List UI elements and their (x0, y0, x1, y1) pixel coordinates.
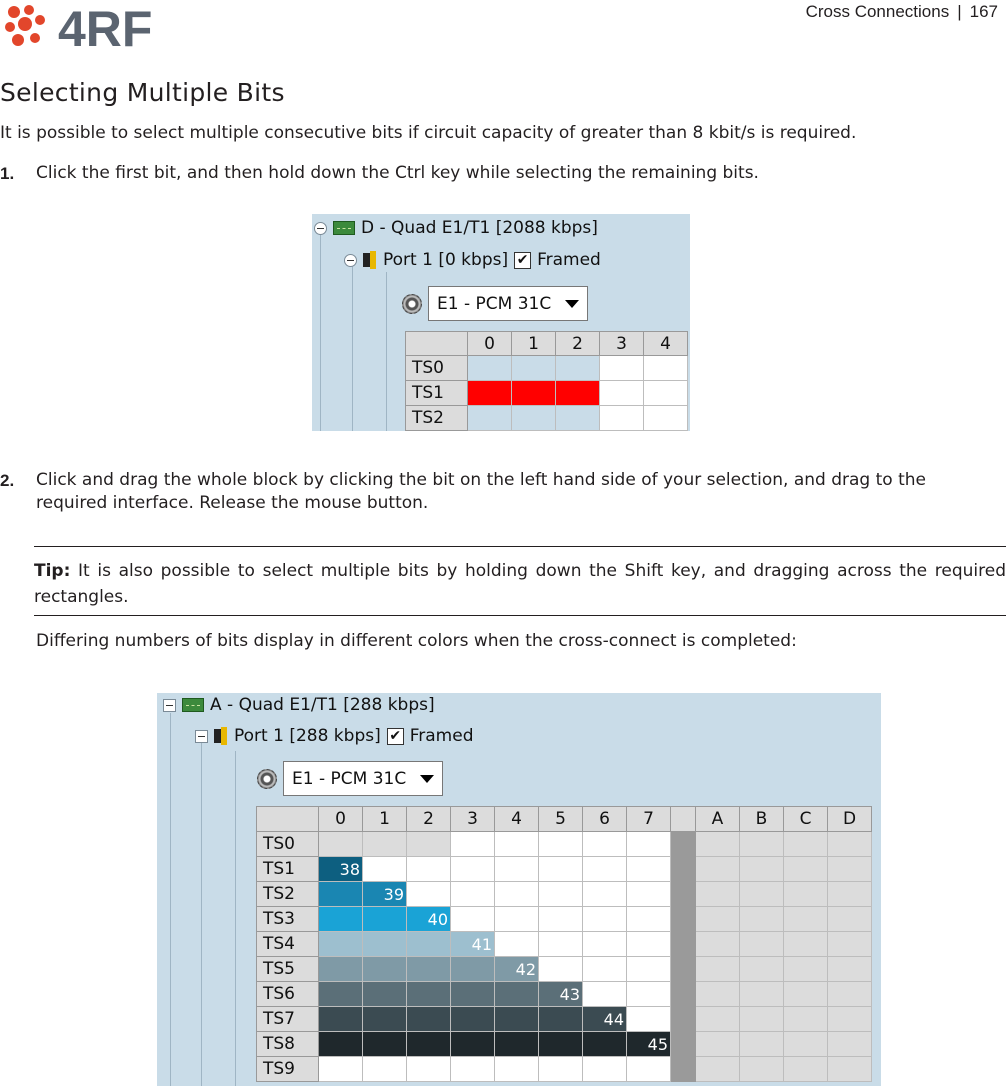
bit-selection-screenshot (312, 214, 690, 431)
signal-cell (696, 1032, 740, 1057)
page-header (806, 2, 998, 22)
timeslot-row (257, 982, 872, 1007)
connected-bit-cell[interactable] (319, 1007, 363, 1032)
bit-cell[interactable] (556, 406, 600, 431)
collapse-icon[interactable] (195, 730, 208, 743)
tip-label: Tip: (34, 561, 71, 581)
signal-cell (740, 1032, 784, 1057)
bit-cell[interactable] (627, 1007, 671, 1032)
signal-cell (828, 1032, 872, 1057)
tip-box (34, 546, 1006, 616)
bit-column-header: 2 (556, 332, 600, 356)
signal-cell (740, 1007, 784, 1032)
signal-cell (784, 857, 828, 882)
port-row[interactable] (344, 250, 607, 270)
mode-value: E1 - PCM 31C (437, 293, 552, 314)
timeslot-label: TS1 (257, 857, 319, 882)
timeslot-label: TS2 (406, 406, 468, 431)
bit-cell[interactable] (407, 882, 451, 907)
signal-cell (784, 1032, 828, 1057)
timeslot-row (406, 406, 688, 431)
bit-cell[interactable] (407, 857, 451, 882)
bit-cell[interactable] (539, 932, 583, 957)
colors-note: Differing numbers of bits display in different colors when the cross-connect is completed: (36, 631, 797, 651)
connected-bit-cell[interactable] (539, 1007, 583, 1032)
timeslot-row (257, 857, 872, 882)
bit-cell[interactable] (600, 381, 644, 406)
signal-cell (740, 1057, 784, 1082)
bit-cell[interactable] (468, 356, 512, 381)
connected-bit-cell[interactable] (407, 932, 451, 957)
bit-cell[interactable] (407, 1057, 451, 1082)
bit-column-header: 7 (627, 807, 671, 832)
signal-column-header: B (740, 807, 784, 832)
bit-cell[interactable] (319, 832, 363, 857)
selected-bit-cell[interactable] (556, 381, 600, 406)
timeslot-label: TS0 (406, 356, 468, 381)
signal-cell (696, 1057, 740, 1082)
bit-cell[interactable] (644, 406, 688, 431)
bit-grid (256, 806, 872, 1082)
logo-text: 4RF (58, 2, 153, 50)
bit-cell[interactable] (627, 882, 671, 907)
signal-cell (828, 982, 872, 1007)
connection-id-label[interactable]: 38 (319, 857, 363, 882)
bit-cell[interactable] (539, 882, 583, 907)
signal-cell (784, 957, 828, 982)
bit-cell[interactable] (363, 832, 407, 857)
bit-cell[interactable] (539, 832, 583, 857)
signal-cell (696, 932, 740, 957)
connected-bit-cell[interactable] (319, 907, 363, 932)
section-heading: Selecting Multiple Bits (0, 78, 285, 107)
column-divider (671, 982, 696, 1007)
timeslot-row (406, 381, 688, 406)
bit-cell[interactable] (539, 907, 583, 932)
bit-column-header: 0 (468, 332, 512, 356)
connected-bit-cell[interactable] (583, 1032, 627, 1057)
connected-bit-cell[interactable] (407, 957, 451, 982)
signal-cell (828, 832, 872, 857)
step-number: 2. (0, 471, 15, 490)
column-divider (671, 857, 696, 882)
connected-bit-cell[interactable] (319, 982, 363, 1007)
bit-cell[interactable] (407, 832, 451, 857)
signal-cell (784, 882, 828, 907)
bit-cell[interactable] (583, 907, 627, 932)
selected-bit-cell[interactable] (468, 381, 512, 406)
bit-cell[interactable] (583, 932, 627, 957)
bit-cell[interactable] (363, 1057, 407, 1082)
bit-column-header: 5 (539, 807, 583, 832)
connection-id-label[interactable]: 41 (451, 932, 495, 957)
module-label: D - Quad E1/T1 [2088 kbps] (361, 218, 598, 238)
connection-id-label[interactable]: 39 (363, 882, 407, 907)
connected-bit-cell[interactable] (451, 1032, 495, 1057)
step-2 (0, 469, 1006, 517)
grid-corner (406, 332, 468, 356)
step-number: 1. (0, 164, 15, 183)
bit-cell[interactable] (583, 957, 627, 982)
timeslot-row (257, 907, 872, 932)
bit-cell[interactable] (644, 381, 688, 406)
connected-bit-cell[interactable] (495, 1007, 539, 1032)
bit-cell[interactable] (556, 356, 600, 381)
column-divider (671, 932, 696, 957)
timeslot-label: TS8 (257, 1032, 319, 1057)
bit-cell[interactable] (627, 907, 671, 932)
timeslot-label: TS0 (257, 832, 319, 857)
timeslot-row (257, 1032, 872, 1057)
bit-cell[interactable] (644, 356, 688, 381)
timeslot-label: TS5 (257, 957, 319, 982)
bit-cell[interactable] (451, 857, 495, 882)
signal-cell (784, 932, 828, 957)
timeslot-row (257, 957, 872, 982)
signal-cell (696, 907, 740, 932)
collapse-icon[interactable] (163, 699, 176, 712)
settings-gear-icon[interactable] (257, 769, 277, 789)
timeslot-row (257, 1007, 872, 1032)
signal-cell (784, 982, 828, 1007)
column-divider (671, 957, 696, 982)
port-icon (214, 727, 228, 745)
signal-cell (740, 907, 784, 932)
cross-connect-colors-screenshot (157, 693, 881, 1086)
connected-bit-cell[interactable] (495, 1032, 539, 1057)
bit-cell[interactable] (627, 1057, 671, 1082)
framed-checkbox[interactable]: ✔ (387, 728, 404, 745)
connected-bit-cell[interactable] (363, 1032, 407, 1057)
bit-column-header: 1 (512, 332, 556, 356)
bit-column-header: 1 (363, 807, 407, 832)
signal-cell (740, 832, 784, 857)
port-label: Port 1 [288 kbps] (234, 726, 381, 746)
bit-cell[interactable] (512, 406, 556, 431)
timeslot-row (406, 356, 688, 381)
connected-bit-cell[interactable] (319, 932, 363, 957)
selected-bit-cell[interactable] (512, 381, 556, 406)
mode-value: E1 - PCM 31C (292, 768, 407, 789)
column-divider (671, 907, 696, 932)
module-label: A - Quad E1/T1 [288 kbps] (210, 695, 435, 715)
bit-cell[interactable] (495, 857, 539, 882)
module-card-icon (182, 698, 204, 712)
bit-cell[interactable] (583, 832, 627, 857)
connected-bit-cell[interactable] (451, 982, 495, 1007)
signal-cell (696, 1007, 740, 1032)
signal-cell (828, 907, 872, 932)
bit-cell[interactable] (627, 832, 671, 857)
connected-bit-cell[interactable] (495, 982, 539, 1007)
intro-paragraph: It is possible to select multiple consecutive bits if circuit capacity of greater than 8 kbit/s is required. (0, 123, 857, 143)
signal-column-header: A (696, 807, 740, 832)
bit-cell[interactable] (539, 957, 583, 982)
bit-cell[interactable] (451, 907, 495, 932)
signal-cell (696, 957, 740, 982)
page-number: 167 (969, 2, 998, 21)
bit-cell[interactable] (512, 356, 556, 381)
signal-cell (740, 882, 784, 907)
connection-id-label[interactable]: 42 (495, 957, 539, 982)
signal-cell (784, 1057, 828, 1082)
timeslot-row (257, 1057, 872, 1082)
connection-id-label[interactable]: 40 (407, 907, 451, 932)
bit-column-header: 4 (644, 332, 688, 356)
connected-bit-cell[interactable] (539, 1032, 583, 1057)
4rf-logo (2, 2, 184, 50)
mode-dropdown[interactable] (283, 761, 443, 796)
bit-column-header: 0 (319, 807, 363, 832)
bit-cell[interactable] (583, 882, 627, 907)
bit-cell[interactable] (451, 1057, 495, 1082)
timeslot-row (257, 932, 872, 957)
timeslot-row (257, 832, 872, 857)
section-title: Cross Connections (805, 2, 950, 21)
timeslot-label: TS9 (257, 1057, 319, 1082)
connected-bit-cell[interactable] (407, 1032, 451, 1057)
port-icon (363, 251, 377, 269)
signal-cell (828, 857, 872, 882)
signal-column-header: D (828, 807, 872, 832)
bit-cell[interactable] (495, 932, 539, 957)
bit-cell[interactable] (627, 982, 671, 1007)
column-divider (671, 807, 696, 832)
connected-bit-cell[interactable] (407, 1007, 451, 1032)
connected-bit-cell[interactable] (451, 957, 495, 982)
module-card-icon (333, 221, 355, 235)
connection-id-label[interactable]: 45 (627, 1032, 671, 1057)
signal-cell (784, 1007, 828, 1032)
signal-cell (740, 932, 784, 957)
signal-column-header: C (784, 807, 828, 832)
bit-cell[interactable] (451, 832, 495, 857)
signal-cell (740, 857, 784, 882)
bit-cell[interactable] (627, 857, 671, 882)
module-row[interactable] (163, 695, 441, 715)
chevron-down-icon (420, 775, 434, 783)
connected-bit-cell[interactable] (363, 907, 407, 932)
signal-cell (784, 832, 828, 857)
signal-cell (828, 882, 872, 907)
bit-cell[interactable] (539, 1057, 583, 1082)
column-divider (671, 882, 696, 907)
port-row[interactable] (195, 726, 480, 746)
module-row[interactable] (314, 218, 604, 238)
bit-cell[interactable] (583, 982, 627, 1007)
signal-cell (828, 1057, 872, 1082)
bit-cell[interactable] (627, 957, 671, 982)
bit-cell[interactable] (451, 882, 495, 907)
column-divider (671, 1007, 696, 1032)
chevron-down-icon (565, 300, 579, 308)
bit-cell[interactable] (583, 1057, 627, 1082)
connection-id-label[interactable]: 44 (583, 1007, 627, 1032)
timeslot-label: TS6 (257, 982, 319, 1007)
bit-cell[interactable] (539, 857, 583, 882)
column-divider (671, 1057, 696, 1082)
bit-column-header: 4 (495, 807, 539, 832)
grid-corner (257, 807, 319, 832)
bit-cell[interactable] (627, 932, 671, 957)
timeslot-label: TS1 (406, 381, 468, 406)
connected-bit-cell[interactable] (363, 1007, 407, 1032)
bit-cell[interactable] (600, 406, 644, 431)
collapse-icon[interactable] (344, 254, 357, 267)
bit-cell[interactable] (495, 907, 539, 932)
framed-label: Framed (537, 250, 601, 270)
connected-bit-cell[interactable] (363, 932, 407, 957)
framed-checkbox[interactable]: ✔ (514, 252, 531, 269)
connection-id-label[interactable]: 43 (539, 982, 583, 1007)
bit-cell[interactable] (583, 857, 627, 882)
connected-bit-cell[interactable] (363, 957, 407, 982)
signal-cell (784, 907, 828, 932)
bit-column-header: 3 (600, 332, 644, 356)
step-text: Click the first bit, and then hold down the Ctrl key while selecting the remaining bits. (36, 163, 759, 183)
connected-bit-cell[interactable] (407, 982, 451, 1007)
connected-bit-cell[interactable] (319, 882, 363, 907)
signal-cell (696, 982, 740, 1007)
signal-cell (740, 957, 784, 982)
signal-cell (828, 1007, 872, 1032)
timeslot-label: TS3 (257, 907, 319, 932)
bit-cell[interactable] (495, 1057, 539, 1082)
timeslot-row (257, 882, 872, 907)
connected-bit-cell[interactable] (319, 957, 363, 982)
bit-column-header: 6 (583, 807, 627, 832)
signal-cell (740, 982, 784, 1007)
bit-cell[interactable] (495, 832, 539, 857)
connected-bit-cell[interactable] (451, 1007, 495, 1032)
mode-row (257, 761, 449, 796)
column-divider (671, 1032, 696, 1057)
bit-column-header: 3 (451, 807, 495, 832)
bit-grid (405, 331, 688, 431)
column-divider (671, 832, 696, 857)
signal-cell (828, 957, 872, 982)
timeslot-label: TS4 (257, 932, 319, 957)
signal-cell (696, 832, 740, 857)
header-separator: | (957, 2, 962, 21)
bit-column-header: 2 (407, 807, 451, 832)
connected-bit-cell[interactable] (319, 1032, 363, 1057)
signal-cell (696, 882, 740, 907)
timeslot-label: TS2 (257, 882, 319, 907)
bit-cell[interactable] (363, 857, 407, 882)
signal-cell (828, 932, 872, 957)
bit-cell[interactable] (319, 1057, 363, 1082)
bit-cell[interactable] (468, 406, 512, 431)
signal-cell (696, 857, 740, 882)
connected-bit-cell[interactable] (363, 982, 407, 1007)
bit-cell[interactable] (600, 356, 644, 381)
step-text: Click and drag the whole block by clicking the bit on the left hand side of your selection, and drag to the required interface. Release the mouse button. (36, 470, 926, 513)
mode-row (402, 286, 594, 321)
port-label: Port 1 [0 kbps] (383, 250, 509, 270)
framed-label: Framed (409, 726, 474, 746)
settings-gear-icon[interactable] (402, 294, 422, 314)
collapse-icon[interactable] (314, 222, 327, 235)
tip-text: It is also possible to select multiple bits by holding down the Shift key, and dragging across the required rectangles. (34, 561, 1006, 607)
mode-dropdown[interactable] (428, 286, 588, 321)
timeslot-label: TS7 (257, 1007, 319, 1032)
bit-cell[interactable] (495, 882, 539, 907)
